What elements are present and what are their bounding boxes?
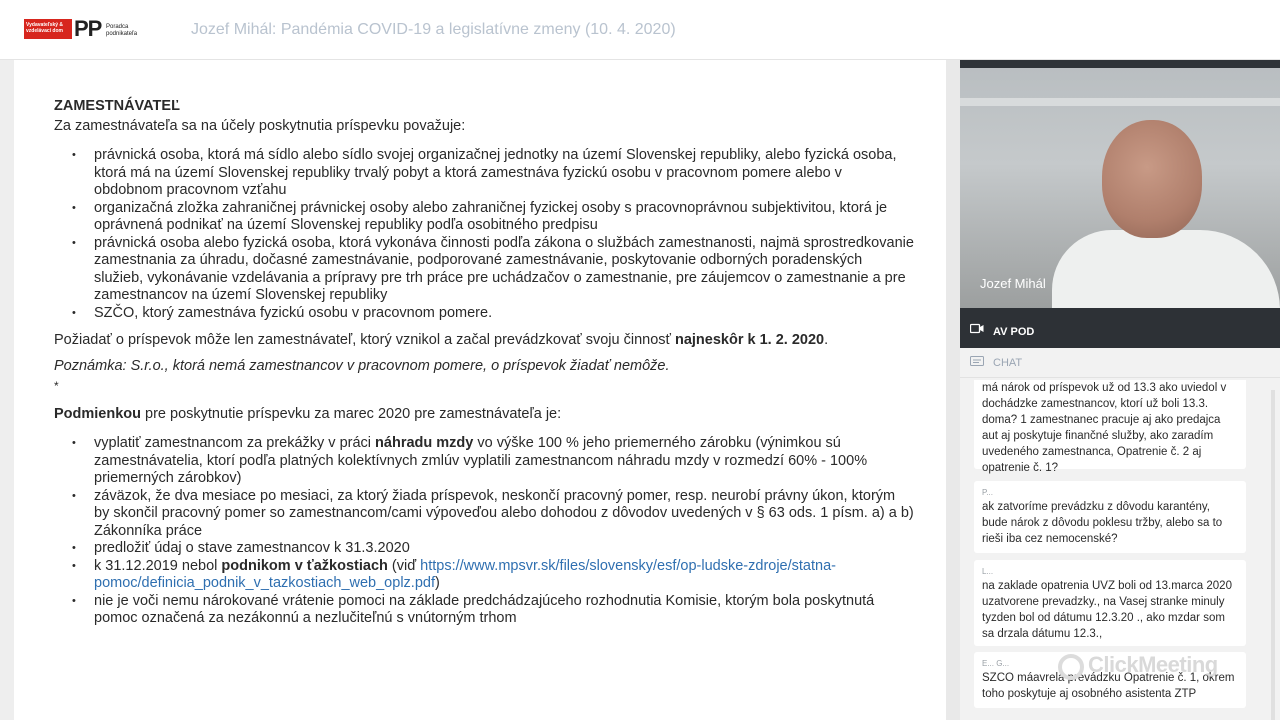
left-gutter	[0, 60, 14, 720]
list-item: • právnická osoba alebo fyzická osoba, ktorá vykonáva činnosti podľa zákona o službách zamestnanosti, najmä sprostredkovanie zamestnania za úhradu, dočasné zamestnávanie, podporované zamestnávanie, poskytovanie odborných poradenských služieb, vykonávanie vzdelávania a prípravy pre trh práce pre uchádzačov o zamestnanie, pre záujemcov o zamestnanie a pre zamestnancov na území Slovenskej republiky	[72, 235, 914, 305]
av-label: AV POD	[993, 326, 1035, 338]
conditions-list	[72, 435, 914, 628]
item-text: vo výške 100 % jeho priemerného zárobku (výnimkou sú zamestnávatelia, ktorí podľa platných kolektívnych zmlúv vyplatili zamestnancom náhradu mzdy v rozmedzí 60% - 100% priemerných zárobkov)	[94, 435, 868, 486]
deadline-paragraph	[54, 332, 914, 350]
list-item	[72, 558, 914, 593]
message-author: E... G...	[982, 659, 1010, 668]
presenter-video	[960, 60, 1280, 308]
message-text: SZCO máavrela prevádzku Opatrenie č. 1, okrem toho poskytuje aj osobného asistenta ZTP	[982, 672, 1235, 700]
list-item	[72, 435, 914, 488]
message-text: ak zatvoríme prevádzku z dôvodu karantény, bude nárok z dôvodu poklesu tržby, alebo sa to rieši iba cez nemocenské?	[982, 501, 1223, 545]
slide-heading: ZAMESTNÁVATEĽ	[54, 98, 180, 114]
logo-pp-text: PP	[74, 16, 102, 41]
slide-content	[54, 98, 914, 628]
presenter-name: Jozef Mihál	[980, 276, 1046, 291]
logo-subtitle: Poradca podnikateľa	[106, 24, 138, 37]
asterisk: *	[54, 379, 59, 393]
panel-divider	[946, 60, 960, 720]
note-text: Poznámka: S.r.o., ktorá nemá zamestnancov v pracovnom pomere, o príspevok žiadať nemôže.	[54, 357, 670, 374]
mpsvr-link[interactable]: https://www.mpsvr.sk/files/slovensky/esf/op-ludske-zdroje/statna-pomoc/definicia_podnik_v_tazkostiach_web_oplz.pdf	[94, 557, 836, 591]
item-text: )	[434, 575, 440, 591]
condition-emphasis: Podmienkou	[54, 405, 142, 422]
condition-text: pre poskytnutie príspevku za marec 2020 pre zamestnávateľa je:	[141, 405, 562, 422]
item-text: k 31.12.2019 nebol	[94, 557, 222, 574]
list-item: • záväzok, že dva mesiace po mesiaci, za ktorý žiada príspevok, neskončí pracovný pomer, resp. neurobí právny úkon, ktorým by skončil pracovný pomer so zamestnancom/cami výpoveďou alebo dohodou z dôvodov uvedených v § 63 ods. 1 písm. a) a b) Zákonníka práce	[72, 488, 914, 541]
message-text: má nárok od príspevok už od 13.3 ako uviedol v dochádzke zamestnancov, ktorí už boli 13.3. doma? 1 zamestnanec pracuje aj ako predajca aut aj poskytuje finančné služby, ako zaradím uvedeného zamestnanca, Opatrenie č. 2 aj opatrenie č. 1?	[982, 382, 1227, 474]
chat-header[interactable]	[960, 348, 1280, 378]
right-panel	[960, 60, 1280, 720]
list-item: • nie je voči nemu nárokované vrátenie pomoci na základe predchádzajúceho rozhodnutia Komisie, ktorým bola poskytnutá pomoc označená za nezákonnú a nezlučiteľnú s vnútorným trhom	[72, 593, 914, 628]
item-emphasis: náhradu mzdy	[375, 435, 474, 451]
employer-definition-list	[72, 147, 914, 322]
clickmeeting-watermark: ClickMeeting	[1088, 652, 1218, 677]
slide-intro: Za zamestnávateľa sa na účely poskytnutia príspevku považuje:	[54, 117, 466, 134]
chat-icon	[970, 356, 984, 368]
chat-message	[974, 481, 1246, 553]
logo-red-block: Vydavateľský & vzdelávací dom	[24, 19, 72, 39]
publisher-logo	[24, 17, 148, 43]
message-author: P...	[982, 488, 993, 497]
message-author: L...	[982, 567, 994, 576]
video-top-bar	[960, 60, 1280, 68]
paragraph-text: Požiadať o príspevok môže len zamestnávateľ, ktorý vznikol a začal prevádzkovať svoju činnosť	[54, 332, 675, 348]
list-item: • predložiť údaj o stave zamestnancov k 31.3.2020	[72, 540, 914, 558]
presentation-slide	[14, 60, 946, 720]
chat-message	[974, 560, 1246, 646]
presenter-head	[1102, 120, 1202, 238]
message-text: na zaklade opatrenia UVZ boli od 13.marca 2020 uzatvorene prevadzky., na Vasej stranke minuly tyzden bol od dátumu 12.3.20 ., ako mzdar som sa drzala dátumu 12.3.,	[982, 580, 1232, 640]
item-emphasis: podnikom v ťažkostiach	[221, 557, 388, 574]
list-item: • právnická osoba, ktorá má sídlo alebo sídlo svojej organizačnej jednotky na území Slovenskej republiky, alebo fyzická osoba, ktorá má na území Slovenskej republiky trvalý pobyt a ktorá zamestnáva fyzickú osobu v pracovnom pomere alebo v obdobnom pracovnom vzťahu	[72, 147, 914, 200]
chat-label: CHAT	[993, 357, 1023, 369]
list-item: • organizačná zložka zahraničnej právnickej osoby alebo zahraničnej fyzickej osoby s pracovnoprávnou subjektivitou, ktorá je oprávnená podnikať na území Slovenskej republiky podľa osobitného predpisu	[72, 200, 914, 235]
chat-scrollbar[interactable]	[1271, 390, 1275, 720]
list-item: • SZČO, ktorý zamestnáva fyzickú osobu v pracovnom pomere.	[72, 305, 914, 323]
item-text: (viď	[387, 557, 421, 574]
deadline-emphasis: najneskôr k 1. 2. 2020	[674, 332, 825, 348]
clickmeeting-logo-icon	[1058, 654, 1084, 680]
top-header	[0, 0, 1280, 60]
item-text: vyplatiť zamestnancom za prekážky v práci	[94, 435, 376, 451]
camera-icon	[970, 323, 984, 334]
wall-stripe	[960, 98, 1280, 106]
condition-intro	[54, 406, 914, 424]
paragraph-end: .	[824, 332, 829, 348]
webinar-title: Jozef Mihál: Pandémia COVID-19 a legislatívne zmeny (10. 4. 2020)	[191, 21, 676, 38]
chat-message	[974, 380, 1246, 474]
